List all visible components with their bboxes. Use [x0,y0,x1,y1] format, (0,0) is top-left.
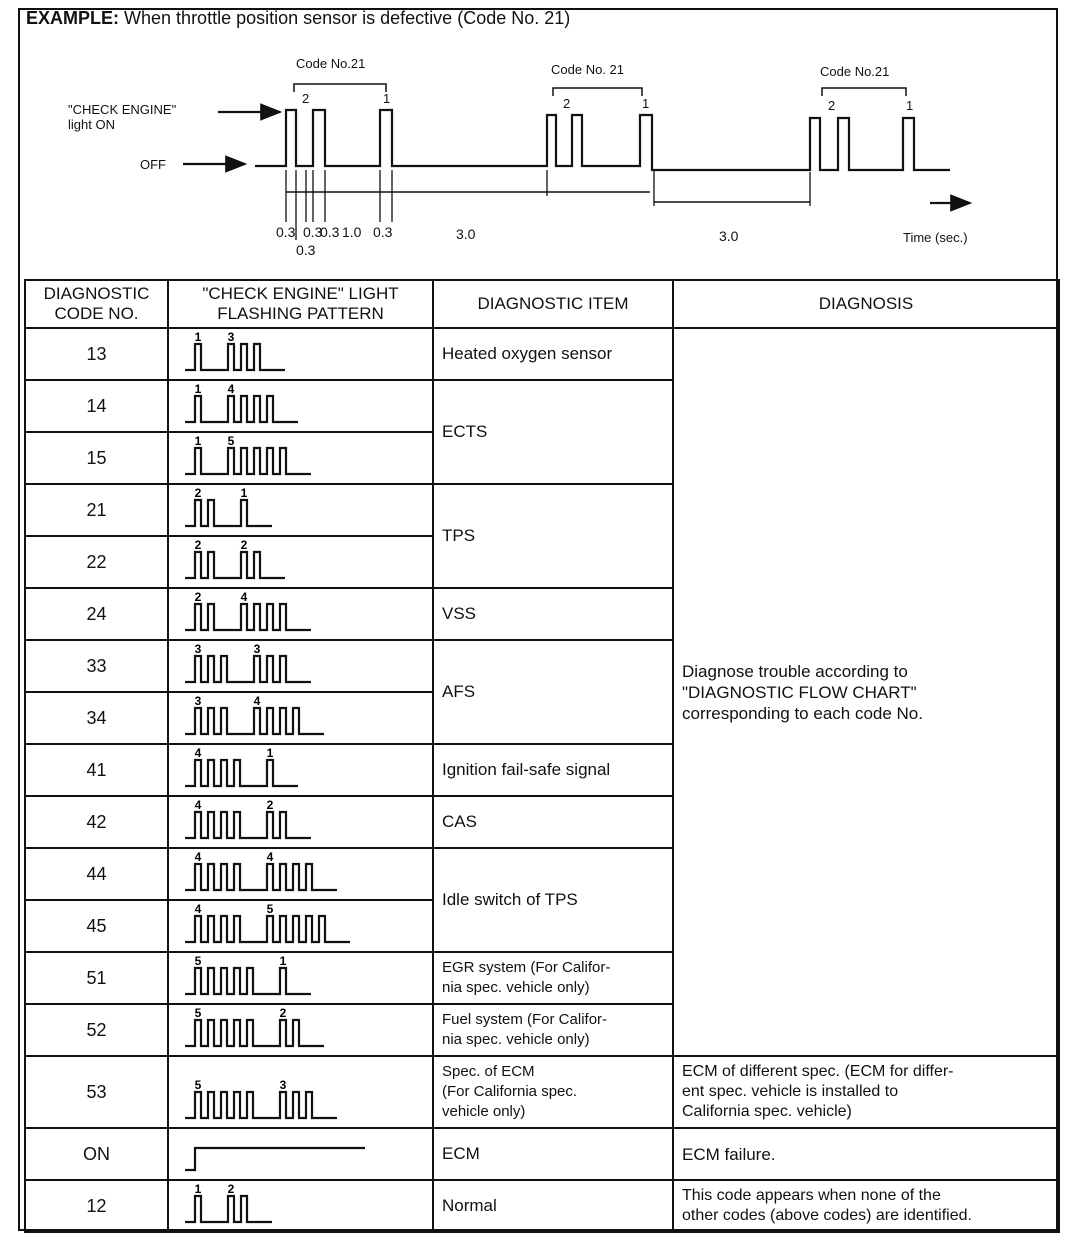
pattern-first-digit: 4 [194,850,202,864]
item-cell: AFS [433,640,673,744]
flash-pattern-52 [169,1006,431,1054]
pattern-second-digit: 4 [253,694,261,708]
pattern-cell [168,1056,433,1128]
off-label: OFF [140,157,166,172]
pattern-second-digit: 2 [279,1006,287,1020]
time-axis-label: Time (sec.) [903,230,968,245]
time-1: 0.3 [303,224,323,240]
flash-pattern-12 [169,1182,431,1230]
code-label-1: Code No.21 [296,56,366,71]
item-cell: Ignition fail-safe signal [433,744,673,796]
pattern-first-digit: 3 [194,694,202,708]
flash-pattern-24 [169,590,431,638]
item-cell: VSS [433,588,673,640]
pattern-second-digit: 4 [240,590,248,604]
table-row [25,1128,1059,1180]
example-label: EXAMPLE: [26,8,120,28]
flash-pattern-ON [169,1130,431,1178]
flash-pattern-21 [169,486,431,534]
pattern-second-digit: 4 [266,850,274,864]
flash-pattern-22 [169,538,431,586]
pattern-cell [168,536,433,588]
item-cell: EGR system (For Califor- nia spec. vehicle only) [433,952,673,1004]
pattern-wave [185,864,337,890]
pattern-first-digit: 5 [194,1006,202,1020]
code-label-3: Code No.21 [820,64,890,79]
pattern-second-digit: 3 [253,642,261,656]
gap-label-1: 3.0 [456,226,476,242]
code-cell: 24 [25,588,168,640]
pattern-first-digit: 2 [194,590,202,604]
item-cell: Idle switch of TPS [433,848,673,952]
header-code: DIAGNOSTIC CODE NO. [25,280,168,328]
flash-pattern-42 [169,798,431,846]
code-cell: 45 [25,900,168,952]
pattern-second-digit: 5 [266,902,274,916]
pattern-wave [185,656,311,682]
code-cell: 52 [25,1004,168,1056]
pattern-first-digit: 4 [194,798,202,812]
digit-1-b: 1 [642,96,650,111]
pattern-wave [185,1020,324,1046]
pattern-wave [185,604,311,630]
diagnosis-cell: This code appears when none of the other codes (above codes) are identified. [673,1180,1059,1232]
pattern-cell [168,380,433,432]
pattern-cell [168,432,433,484]
pattern-first-digit: 1 [194,1182,202,1196]
code-cell: 22 [25,536,168,588]
flash-pattern-51 [169,954,431,1002]
light-on-label: "CHECK ENGINE" light ON [68,102,177,132]
pattern-first-digit: 1 [194,330,202,344]
item-cell: TPS [433,484,673,588]
code-bracket-2 [553,88,642,96]
item-cell: Heated oxygen sensor [433,328,673,380]
pattern-cell [168,640,433,692]
digit-1-a: 1 [383,91,391,106]
flash-pattern-15 [169,434,431,482]
pattern-cell [168,1180,433,1232]
code-cell: ON [25,1128,168,1180]
pattern-second-digit: 3 [227,330,235,344]
code-cell: 15 [25,432,168,484]
header-item: DIAGNOSTIC ITEM [433,280,673,328]
pattern-wave [185,500,272,526]
pattern-wave [185,1196,272,1222]
flash-pattern-33 [169,642,431,690]
table-row [25,1180,1059,1232]
pattern-first-digit: 3 [194,642,202,656]
pattern-second-digit: 1 [266,746,274,760]
pattern-wave [185,1148,365,1170]
time-lower: 0.3 [296,242,316,258]
digit-2-b: 2 [563,96,571,111]
pattern-cell [168,328,433,380]
pattern-first-digit: 5 [194,1078,202,1092]
pattern-wave [185,552,285,578]
diagnosis-cell: ECM of different spec. (ECM for differ- ent spec. vehicle is installed to California spec. vehicle) [673,1056,1059,1128]
pattern-second-digit: 5 [227,434,235,448]
pattern-wave [185,708,324,734]
time-4: 0.3 [373,224,393,240]
pattern-first-digit: 2 [194,486,202,500]
time-3: 1.0 [342,224,362,240]
table-row [25,1056,1059,1128]
pattern-cell [168,796,433,848]
pattern-cell [168,900,433,952]
pattern-second-digit: 1 [279,954,287,968]
gap-label-2: 3.0 [719,228,739,244]
code-cell: 21 [25,484,168,536]
pattern-second-digit: 2 [227,1182,235,1196]
pattern-wave [185,760,298,786]
flash-pattern-44 [169,850,431,898]
pattern-cell [168,848,433,900]
flash-pattern-53 [169,1058,431,1126]
code-cell: 53 [25,1056,168,1128]
pattern-second-digit: 4 [227,382,235,396]
pattern-cell [168,952,433,1004]
pattern-first-digit: 4 [194,902,202,916]
flash-pattern-13 [169,330,431,378]
diagnosis-cell: ECM failure. [673,1128,1059,1180]
diagnostic-code-table [24,279,1060,1233]
pattern-first-digit: 1 [194,434,202,448]
code-cell: 34 [25,692,168,744]
pattern-second-digit: 1 [240,486,248,500]
digit-2-a: 2 [302,91,310,106]
pattern-first-digit: 4 [194,746,202,760]
header-diagnosis: DIAGNOSIS [673,280,1059,328]
example-title-text: When throttle position sensor is defective (Code No. 21) [124,8,571,28]
code-cell: 44 [25,848,168,900]
diagnosis-main-cell: Diagnose trouble according to "DIAGNOSTIC FLOW CHART" corresponding to each code No. [673,328,1059,1056]
code-cell: 14 [25,380,168,432]
code-cell: 13 [25,328,168,380]
code-cell: 33 [25,640,168,692]
pattern-wave [185,448,311,474]
header-pattern: "CHECK ENGINE" LIGHT FLASHING PATTERN [168,280,433,328]
code-label-2: Code No. 21 [551,62,624,77]
item-cell: Normal [433,1180,673,1232]
code-cell: 51 [25,952,168,1004]
pattern-cell [168,1004,433,1056]
table-header-row [25,280,1059,328]
time-2: 0.3 [320,224,340,240]
digit-1-c: 1 [906,98,914,113]
pattern-cell [168,1128,433,1180]
flash-pattern-41 [169,746,431,794]
flash-pattern-34 [169,694,431,742]
pattern-cell [168,484,433,536]
pattern-cell [168,692,433,744]
pattern-wave [185,396,298,422]
pattern-first-digit: 2 [194,538,202,552]
pattern-cell [168,588,433,640]
pattern-wave [185,812,311,838]
code-cell: 42 [25,796,168,848]
pattern-first-digit: 5 [194,954,202,968]
pattern-second-digit: 2 [240,538,248,552]
code-bracket-3 [822,88,906,96]
pattern-second-digit: 3 [279,1078,287,1092]
pattern-wave [185,916,350,942]
flash-pattern-14 [169,382,431,430]
pattern-wave [185,344,285,370]
item-cell: Spec. of ECM (For California spec. vehicle only) [433,1056,673,1128]
digit-2-c: 2 [828,98,836,113]
code-cell: 12 [25,1180,168,1232]
flash-pattern-45 [169,902,431,950]
pattern-wave [185,1092,337,1118]
item-cell: ECM [433,1128,673,1180]
time-0: 0.3 [276,224,296,240]
pattern-wave [185,968,311,994]
table-row [25,328,1059,380]
item-cell: Fuel system (For Califor- nia spec. vehicle only) [433,1004,673,1056]
pattern-first-digit: 1 [194,382,202,396]
pattern-cell [168,744,433,796]
example-waveform [255,110,950,170]
item-cell: CAS [433,796,673,848]
pattern-second-digit: 2 [266,798,274,812]
item-cell: ECTS [433,380,673,484]
code-cell: 41 [25,744,168,796]
